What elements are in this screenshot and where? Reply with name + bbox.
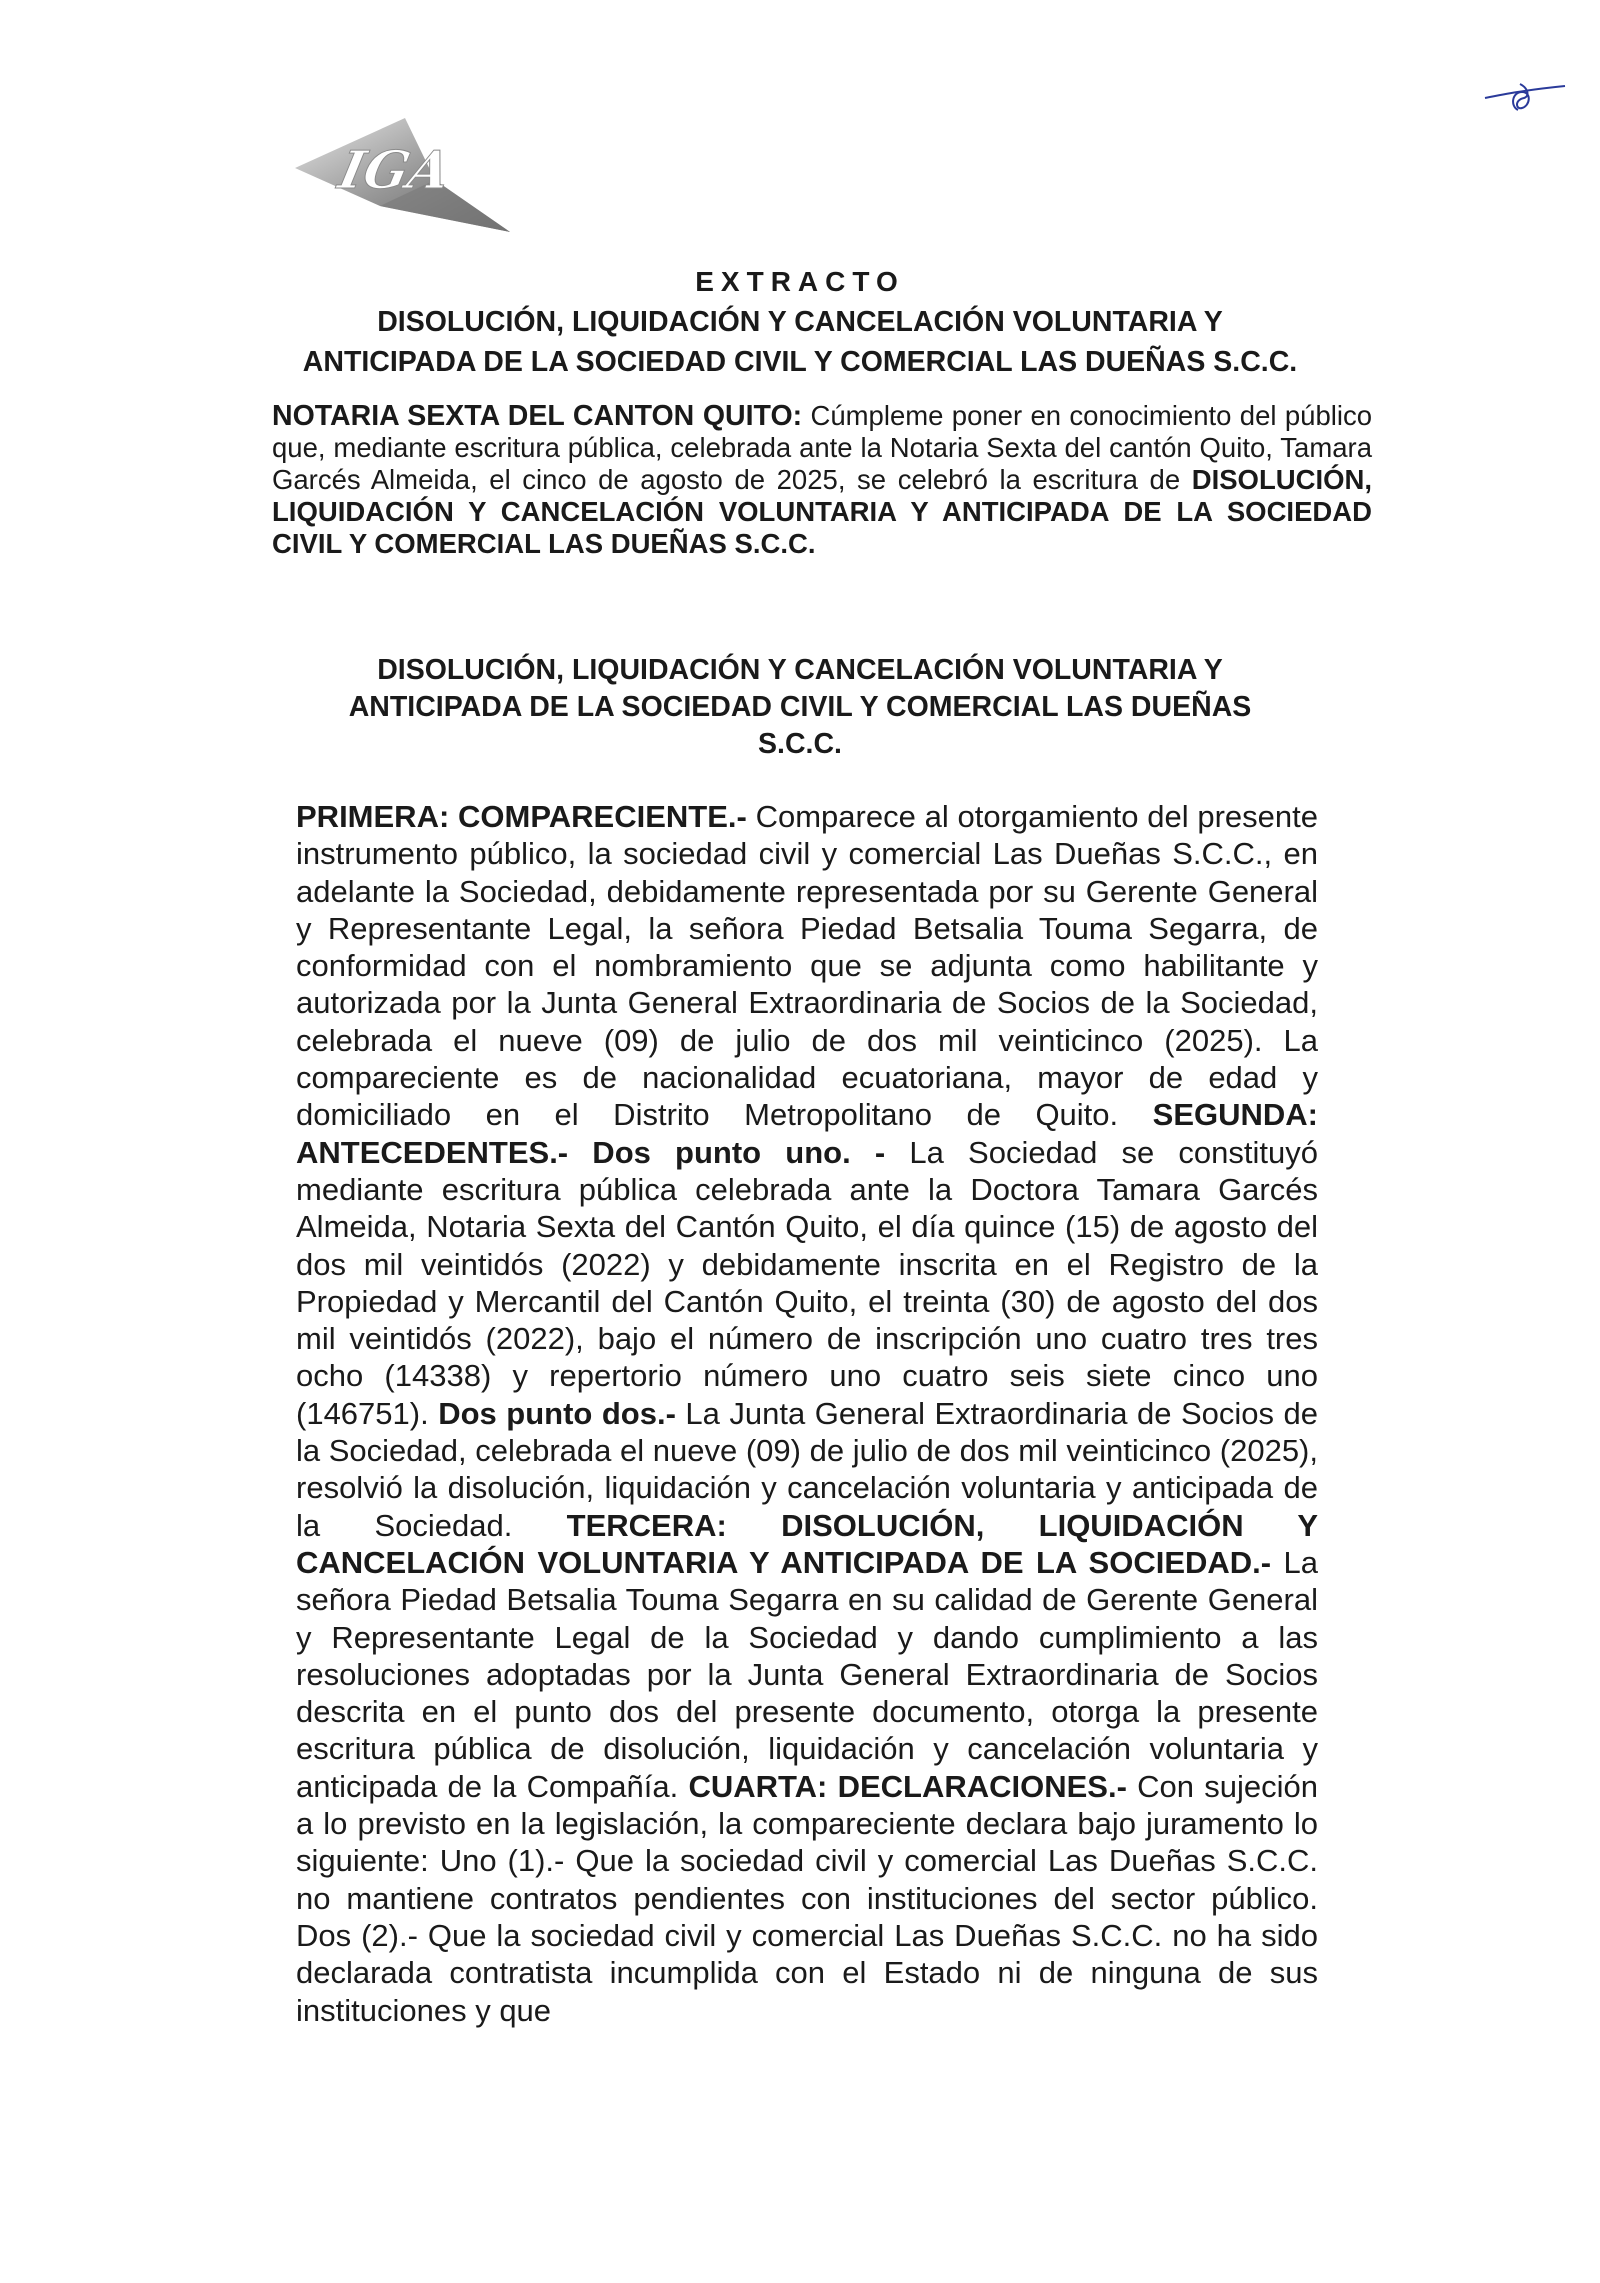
intro-paragraph [272, 400, 1372, 560]
intro-bold-title: DISOLUCIÓN, LIQUIDACIÓN Y CANCELACIÓN VOLUNTARIA Y ANTICIPADA DE LA SOCIEDAD CIVIL Y COMERCIAL LAS DUEÑAS S.C.C. [272, 464, 1372, 559]
clause-segunda-text-1: La Sociedad se constituyó mediante escritura pública celebrada ante la Doctora Tamara Garcés Almeida, Notaria Sexta del Cantón Quito, el día quince (15) de agosto del dos mil veintidós (2022) y debidamente inscrita en el Registro de la Propiedad y Mercantil del Cantón Quito, el treinta (30) de agosto del dos mil veintidós (2022), bajo el número de inscripción uno cuatro tres tres ocho (14338) y repertorio número uno cuatro seis siete cinco uno (146751). [296, 1134, 1318, 1431]
clause-tercera-text: La señora Piedad Betsalia Touma Segarra en su calidad de Gerente General y Representante Legal de la Sociedad y dando cumplimiento a las resoluciones adoptadas por la Junta General Extraordinaria de Socios descrita en el punto dos del presente documento, otorga la presente escritura pública de disolución, liquidación y cancelación voluntaria y anticipada de la Compañía. [296, 1544, 1318, 1804]
clause-segunda-text-2: La Junta General Extraordinaria de Socios de la Sociedad, celebrada el nueve (09) de julio de dos mil veinticinco (2025), resolvió la disolución, liquidación y cancelación voluntaria y anticipada de la Sociedad. [296, 1395, 1318, 1543]
clause-segunda-label: SEGUNDA: ANTECEDENTES.- Dos punto uno. - [296, 1097, 1318, 1170]
heading-line-2: ANTICIPADA DE LA SOCIEDAD CIVIL Y COMERCIAL LAS DUEÑAS S.C.C. [302, 346, 1298, 378]
section-heading [300, 652, 1300, 763]
intro-text: Cúmpleme poner en conocimiento del público que, mediante escritura pública, celebrada ante la Notaria Sexta del cantón Quito, Tamara Garcés Almeida, el cinco de agosto de 2025, se celebró la escritura de [272, 400, 1373, 495]
notary-logo-icon [285, 110, 520, 240]
section-heading-line-1: DISOLUCIÓN, LIQUIDACIÓN Y CANCELACIÓN VOLUNTARIA Y [377, 654, 1223, 686]
clauses-body [296, 798, 1318, 2029]
clause-cuarta-label: CUARTA: DECLARACIONES.- [688, 1768, 1127, 1804]
clause-tercera-label: TERCERA: DISOLUCIÓN, LIQUIDACIÓN Y CANCELACIÓN VOLUNTARIA Y ANTICIPADA DE LA SOCIEDAD.- [296, 1507, 1319, 1580]
extracto-title: EXTRACTO [695, 266, 905, 297]
clause-primera-text: Comparece al otorgamiento del presente instrumento público, la sociedad civil y comercial Las Dueñas S.C.C., en adelante la Sociedad, debidamente representada por su Gerente General y Representante Legal, la señora Piedad Betsalia Touma Segarra, de conformidad con el nombramiento que se adjunta como habilitante y autorizada por la Junta General Extraordinaria de Socios de la Sociedad, celebrada el nueve (09) de julio de dos mil veinticinco (2025). La compareciente es de nacionalidad ecuatoriana, mayor de edad y domiciliado en el Distrito Metropolitano de Quito. [296, 799, 1318, 1133]
svg-text:IGA: IGA [333, 140, 456, 201]
clause-segunda-sub-label: Dos punto dos.- [438, 1395, 676, 1431]
intro-label: NOTARIA SEXTA DEL CANTON QUITO: [272, 400, 803, 432]
section-heading-line-2: ANTICIPADA DE LA SOCIEDAD CIVIL Y COMERCIAL LAS DUEÑAS [348, 691, 1252, 723]
heading-line-1: DISOLUCIÓN, LIQUIDACIÓN Y CANCELACIÓN VOLUNTARIA Y [377, 306, 1223, 338]
clause-primera-label: PRIMERA: COMPARECIENTE.- [296, 799, 747, 834]
document-heading [240, 262, 1360, 382]
section-heading-line-3: S.C.C. [758, 728, 842, 760]
handwritten-mark [1480, 70, 1570, 120]
clause-cuarta-text: Con sujeción a lo previsto en la legislación, la compareciente declara bajo juramento lo siguiente: Uno (1).- Que la sociedad civil y comercial Las Dueñas S.C.C. no mantiene contratos pendientes con instituciones del sector público. Dos (2).- Que la sociedad civil y comercial Las Dueñas S.C.C. no ha sido declarada contratista incumplida con el Estado ni de ninguna de sus instituciones y que [296, 1768, 1318, 2028]
